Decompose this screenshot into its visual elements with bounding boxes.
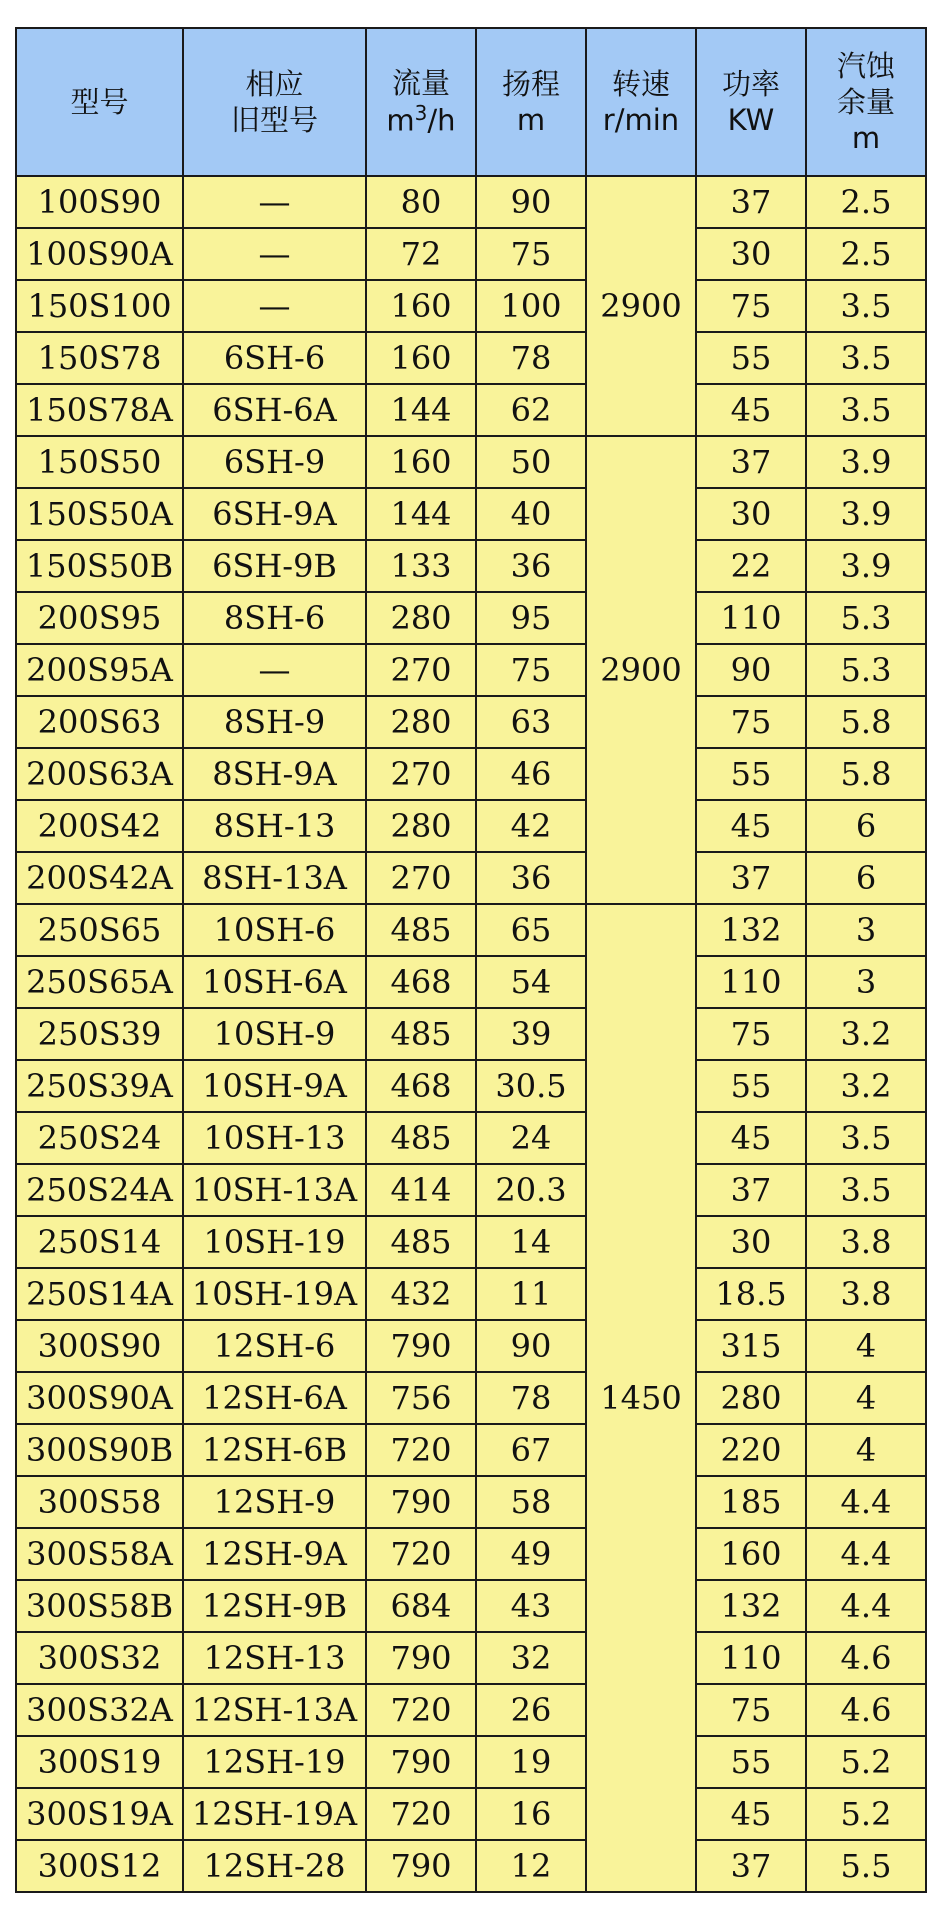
cell-head: 100: [476, 280, 586, 332]
cell-npsh: 3.9: [806, 436, 926, 488]
cell-model: 300S19: [16, 1736, 183, 1788]
cell-flow: 160: [366, 332, 476, 384]
cell-npsh: 3.9: [806, 488, 926, 540]
cell-head: 90: [476, 176, 586, 228]
cell-npsh: 5.2: [806, 1736, 926, 1788]
cell-model: 200S42: [16, 800, 183, 852]
cell-flow: 133: [366, 540, 476, 592]
cell-flow: 720: [366, 1424, 476, 1476]
cell-head: 32: [476, 1632, 586, 1684]
cell-old-model: 8SH-13A: [183, 852, 366, 904]
table-row: [16, 1788, 926, 1840]
cell-old-model: 12SH-6B: [183, 1424, 366, 1476]
header-npsh-label-2: 余量: [836, 84, 895, 119]
cell-head: 78: [476, 1372, 586, 1424]
cell-power: 110: [696, 1632, 806, 1684]
cell-npsh: 3: [806, 904, 926, 956]
cell-power: 37: [696, 1840, 806, 1892]
table-row: [16, 1164, 926, 1216]
header-flow: [366, 28, 476, 176]
cell-flow: 720: [366, 1788, 476, 1840]
cell-npsh: 5.8: [806, 748, 926, 800]
cell-flow: 270: [366, 644, 476, 696]
cell-power: 37: [696, 176, 806, 228]
cell-npsh: 2.5: [806, 228, 926, 280]
cell-power: 132: [696, 904, 806, 956]
cell-model: 100S90A: [16, 228, 183, 280]
cell-flow: 80: [366, 176, 476, 228]
table-row: [16, 1684, 926, 1736]
cell-model: 250S14A: [16, 1268, 183, 1320]
cell-power: 37: [696, 436, 806, 488]
cell-model: 300S58: [16, 1476, 183, 1528]
cell-head: 43: [476, 1580, 586, 1632]
cell-npsh: 3.5: [806, 332, 926, 384]
cell-npsh: 4.6: [806, 1684, 926, 1736]
cell-head: 26: [476, 1684, 586, 1736]
cell-power: 185: [696, 1476, 806, 1528]
table-row: [16, 696, 926, 748]
cell-model: 150S50B: [16, 540, 183, 592]
cell-npsh: 3.5: [806, 384, 926, 436]
cell-old-model: 8SH-9A: [183, 748, 366, 800]
cell-model: 250S39A: [16, 1060, 183, 1112]
cell-old-model: 12SH-13: [183, 1632, 366, 1684]
cell-head: 75: [476, 644, 586, 696]
cell-npsh: 3.8: [806, 1216, 926, 1268]
cell-power: 30: [696, 1216, 806, 1268]
cell-old-model: —: [183, 280, 366, 332]
cell-npsh: 2.5: [806, 176, 926, 228]
cell-model: 150S50A: [16, 488, 183, 540]
table-row: [16, 1632, 926, 1684]
cell-old-model: 12SH-6: [183, 1320, 366, 1372]
cell-npsh: 3.8: [806, 1268, 926, 1320]
table-row: [16, 540, 926, 592]
cell-power: 37: [696, 852, 806, 904]
cell-old-model: 8SH-6: [183, 592, 366, 644]
cell-model: 250S65A: [16, 956, 183, 1008]
cell-head: 36: [476, 540, 586, 592]
cell-model: 150S78A: [16, 384, 183, 436]
cell-old-model: 12SH-9A: [183, 1528, 366, 1580]
cell-old-model: 6SH-9: [183, 436, 366, 488]
cell-model: 200S95A: [16, 644, 183, 696]
cell-npsh: 4.4: [806, 1528, 926, 1580]
cell-speed: 2900: [586, 176, 696, 436]
table-row: [16, 852, 926, 904]
pump-spec-table: [15, 27, 927, 1893]
table-row: [16, 800, 926, 852]
header-row: [16, 28, 926, 176]
cell-npsh: 5.8: [806, 696, 926, 748]
cell-npsh: 4: [806, 1320, 926, 1372]
cell-flow: 485: [366, 1216, 476, 1268]
cell-npsh: 4: [806, 1424, 926, 1476]
cell-power: 280: [696, 1372, 806, 1424]
cell-head: 19: [476, 1736, 586, 1788]
table-row: [16, 644, 926, 696]
cell-flow: 414: [366, 1164, 476, 1216]
header-power-label: 功率: [721, 66, 780, 101]
table-row: [16, 904, 926, 956]
cell-old-model: 12SH-6A: [183, 1372, 366, 1424]
cell-head: 90: [476, 1320, 586, 1372]
cell-power: 45: [696, 1788, 806, 1840]
cell-model: 300S90B: [16, 1424, 183, 1476]
table-row: [16, 956, 926, 1008]
cell-old-model: 12SH-19A: [183, 1788, 366, 1840]
cell-power: 55: [696, 1736, 806, 1788]
cell-head: 14: [476, 1216, 586, 1268]
cell-old-model: 12SH-28: [183, 1840, 366, 1892]
cell-flow: 72: [366, 228, 476, 280]
cell-model: 300S90: [16, 1320, 183, 1372]
header-speed-label: 转速: [611, 66, 670, 101]
cell-power: 75: [696, 696, 806, 748]
table-row: [16, 384, 926, 436]
cell-flow: 468: [366, 956, 476, 1008]
cell-model: 250S14: [16, 1216, 183, 1268]
cell-head: 63: [476, 696, 586, 748]
table-row: [16, 1424, 926, 1476]
cell-flow: 790: [366, 1320, 476, 1372]
cell-power: 110: [696, 956, 806, 1008]
cell-model: 300S32: [16, 1632, 183, 1684]
cell-old-model: 10SH-6A: [183, 956, 366, 1008]
cell-power: 55: [696, 332, 806, 384]
cell-flow: 280: [366, 696, 476, 748]
cell-head: 24: [476, 1112, 586, 1164]
header-speed: [586, 28, 696, 176]
flow-unit-base: m: [386, 103, 415, 138]
cell-flow: 756: [366, 1372, 476, 1424]
cell-head: 40: [476, 488, 586, 540]
cell-old-model: 12SH-9B: [183, 1580, 366, 1632]
cell-flow: 270: [366, 748, 476, 800]
cell-old-model: 10SH-9: [183, 1008, 366, 1060]
cell-power: 30: [696, 488, 806, 540]
table-body: [16, 176, 926, 1892]
cell-flow: 280: [366, 800, 476, 852]
table-row: [16, 1580, 926, 1632]
cell-flow: 144: [366, 488, 476, 540]
cell-model: 300S12: [16, 1840, 183, 1892]
table-header: [16, 28, 926, 176]
table-row: [16, 1528, 926, 1580]
pump-spec-table-container: [15, 27, 927, 1893]
cell-flow: 144: [366, 384, 476, 436]
cell-power: 45: [696, 1112, 806, 1164]
table-row: [16, 1268, 926, 1320]
cell-head: 42: [476, 800, 586, 852]
cell-power: 110: [696, 592, 806, 644]
table-row: [16, 488, 926, 540]
header-head-unit: m: [516, 103, 546, 137]
table-row: [16, 1840, 926, 1892]
cell-model: 250S65: [16, 904, 183, 956]
cell-flow: 790: [366, 1840, 476, 1892]
cell-old-model: 6SH-6: [183, 332, 366, 384]
table-row: [16, 1372, 926, 1424]
cell-speed: 1450: [586, 904, 696, 1892]
header-speed-unit: r/min: [602, 103, 680, 137]
header-flow-label: 流量: [391, 65, 450, 100]
cell-npsh: 5.2: [806, 1788, 926, 1840]
table-row: [16, 228, 926, 280]
header-npsh-label-1: 汽蚀: [836, 48, 895, 83]
cell-old-model: 10SH-6: [183, 904, 366, 956]
cell-head: 58: [476, 1476, 586, 1528]
table-row: [16, 748, 926, 800]
cell-head: 65: [476, 904, 586, 956]
cell-model: 300S58A: [16, 1528, 183, 1580]
cell-head: 50: [476, 436, 586, 488]
cell-power: 45: [696, 800, 806, 852]
cell-power: 90: [696, 644, 806, 696]
cell-npsh: 3.5: [806, 280, 926, 332]
cell-head: 78: [476, 332, 586, 384]
cell-power: 45: [696, 384, 806, 436]
cell-flow: 280: [366, 592, 476, 644]
cell-flow: 468: [366, 1060, 476, 1112]
cell-model: 150S78: [16, 332, 183, 384]
cell-old-model: —: [183, 228, 366, 280]
cell-model: 200S63: [16, 696, 183, 748]
cell-head: 16: [476, 1788, 586, 1840]
cell-npsh: 3.9: [806, 540, 926, 592]
header-old-model-label-1: 相应: [245, 66, 304, 101]
cell-model: 200S42A: [16, 852, 183, 904]
table-row: [16, 592, 926, 644]
table-row: [16, 1112, 926, 1164]
header-model-label: 型号: [70, 84, 129, 119]
table-row: [16, 1736, 926, 1788]
cell-old-model: 8SH-9: [183, 696, 366, 748]
cell-model: 100S90: [16, 176, 183, 228]
cell-power: 22: [696, 540, 806, 592]
cell-old-model: 12SH-9: [183, 1476, 366, 1528]
cell-npsh: 3.2: [806, 1008, 926, 1060]
table-row: [16, 176, 926, 228]
cell-npsh: 5.5: [806, 1840, 926, 1892]
cell-flow: 432: [366, 1268, 476, 1320]
header-model: [16, 28, 183, 176]
cell-model: 150S50: [16, 436, 183, 488]
cell-flow: 790: [366, 1476, 476, 1528]
cell-model: 250S24A: [16, 1164, 183, 1216]
header-head: [476, 28, 586, 176]
cell-model: 200S95: [16, 592, 183, 644]
cell-npsh: 4.4: [806, 1476, 926, 1528]
cell-npsh: 4.4: [806, 1580, 926, 1632]
cell-model: 150S100: [16, 280, 183, 332]
cell-head: 62: [476, 384, 586, 436]
cell-flow: 684: [366, 1580, 476, 1632]
cell-speed: 2900: [586, 436, 696, 904]
cell-npsh: 6: [806, 800, 926, 852]
cell-model: 300S58B: [16, 1580, 183, 1632]
cell-old-model: 10SH-19A: [183, 1268, 366, 1320]
cell-model: 300S90A: [16, 1372, 183, 1424]
header-old-model-label-2: 旧型号: [230, 103, 318, 137]
cell-power: 55: [696, 1060, 806, 1112]
cell-power: 160: [696, 1528, 806, 1580]
cell-old-model: 10SH-13A: [183, 1164, 366, 1216]
cell-flow: 270: [366, 852, 476, 904]
cell-old-model: 6SH-9A: [183, 488, 366, 540]
cell-old-model: 10SH-13: [183, 1112, 366, 1164]
header-npsh: [806, 28, 926, 176]
cell-flow: 720: [366, 1684, 476, 1736]
header-flow-unit: [367, 101, 475, 139]
cell-head: 54: [476, 956, 586, 1008]
flow-unit-exponent: 3: [414, 101, 428, 126]
cell-model: 200S63A: [16, 748, 183, 800]
cell-model: 300S32A: [16, 1684, 183, 1736]
cell-npsh: 4.6: [806, 1632, 926, 1684]
table-row: [16, 436, 926, 488]
cell-old-model: 8SH-13: [183, 800, 366, 852]
cell-flow: 160: [366, 280, 476, 332]
cell-flow: 790: [366, 1736, 476, 1788]
cell-power: 132: [696, 1580, 806, 1632]
table-row: [16, 1216, 926, 1268]
cell-head: 67: [476, 1424, 586, 1476]
cell-npsh: 5.3: [806, 644, 926, 696]
table-row: [16, 1320, 926, 1372]
cell-power: 18.5: [696, 1268, 806, 1320]
cell-old-model: —: [183, 644, 366, 696]
header-npsh-unit: m: [851, 121, 881, 156]
table-row: [16, 280, 926, 332]
cell-npsh: 3.5: [806, 1112, 926, 1164]
cell-model: 250S24: [16, 1112, 183, 1164]
cell-head: 95: [476, 592, 586, 644]
cell-head: 39: [476, 1008, 586, 1060]
cell-power: 30: [696, 228, 806, 280]
cell-power: 315: [696, 1320, 806, 1372]
cell-old-model: 12SH-13A: [183, 1684, 366, 1736]
cell-npsh: 6: [806, 852, 926, 904]
table-row: [16, 1060, 926, 1112]
cell-power: 75: [696, 1008, 806, 1060]
header-head-label: 扬程: [501, 66, 560, 101]
cell-power: 220: [696, 1424, 806, 1476]
cell-power: 55: [696, 748, 806, 800]
table-row: [16, 1008, 926, 1060]
cell-head: 12: [476, 1840, 586, 1892]
cell-npsh: 3.5: [806, 1164, 926, 1216]
table-row: [16, 1476, 926, 1528]
cell-old-model: 10SH-19: [183, 1216, 366, 1268]
cell-model: 300S19A: [16, 1788, 183, 1840]
cell-npsh: 3: [806, 956, 926, 1008]
flow-unit-per: /h: [427, 103, 456, 138]
table-row: [16, 332, 926, 384]
cell-old-model: 10SH-9A: [183, 1060, 366, 1112]
cell-flow: 485: [366, 1112, 476, 1164]
cell-model: 250S39: [16, 1008, 183, 1060]
cell-power: 75: [696, 1684, 806, 1736]
cell-head: 49: [476, 1528, 586, 1580]
cell-head: 46: [476, 748, 586, 800]
cell-power: 75: [696, 280, 806, 332]
cell-flow: 485: [366, 1008, 476, 1060]
header-old-model: [183, 28, 366, 176]
cell-npsh: 4: [806, 1372, 926, 1424]
cell-head: 30.5: [476, 1060, 586, 1112]
cell-flow: 720: [366, 1528, 476, 1580]
cell-flow: 160: [366, 436, 476, 488]
cell-head: 75: [476, 228, 586, 280]
cell-flow: 485: [366, 904, 476, 956]
cell-old-model: 6SH-9B: [183, 540, 366, 592]
cell-head: 20.3: [476, 1164, 586, 1216]
cell-npsh: 5.3: [806, 592, 926, 644]
cell-head: 11: [476, 1268, 586, 1320]
cell-power: 37: [696, 1164, 806, 1216]
cell-old-model: 6SH-6A: [183, 384, 366, 436]
cell-old-model: 12SH-19: [183, 1736, 366, 1788]
cell-npsh: 3.2: [806, 1060, 926, 1112]
cell-flow: 790: [366, 1632, 476, 1684]
cell-head: 36: [476, 852, 586, 904]
header-power: [696, 28, 806, 176]
cell-old-model: —: [183, 176, 366, 228]
header-power-unit: KW: [727, 103, 775, 137]
